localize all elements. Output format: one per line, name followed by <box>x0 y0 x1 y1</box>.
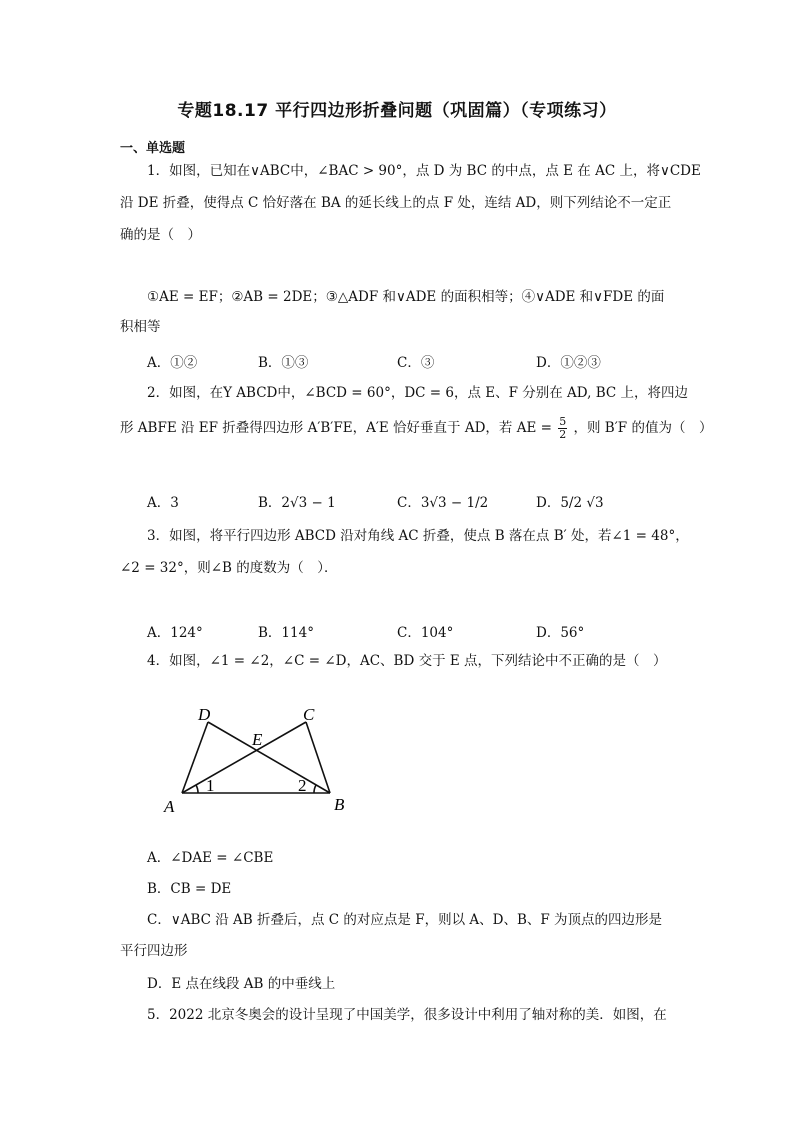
label-b: B <box>334 795 345 814</box>
q1-option-a[interactable]: A．①② <box>147 355 198 371</box>
q4-option-d[interactable]: D．E 点在线段 AB 的中垂线上 <box>147 976 336 992</box>
q1-statements-2: 积相等 <box>120 319 161 335</box>
q4-option-a[interactable]: A．∠DAE = ∠CBE <box>147 850 274 866</box>
q1-option-c[interactable]: C．③ <box>397 355 435 371</box>
q1-statements-1: ①AE = EF；②AB = 2DE；③△ADF 和∨ADE 的面积相等；④∨ADE 和∨FDE 的面 <box>147 289 665 305</box>
q2-line-2b: ，则 B′F 的值为（ ） <box>573 420 713 436</box>
q2-option-c[interactable]: C．3√3 − 1/2 <box>397 495 489 511</box>
q4-figure <box>160 700 360 824</box>
section-heading: 一、单选题 <box>120 141 186 156</box>
q2-option-b[interactable]: B．2√3 − 1 <box>258 495 336 511</box>
q4-option-c-line-2: 平行四边形 <box>120 943 188 959</box>
segment-ac <box>182 722 306 793</box>
q4-option-c-line-1[interactable]: C．∨ABC 沿 AB 折叠后，点 C 的对应点是 F，则以 A、D、B、F 为顶点的四边形是 <box>147 912 663 928</box>
q1-option-d[interactable]: D．①②③ <box>536 355 601 371</box>
q4-figure-svg <box>160 700 360 820</box>
label-c: C <box>303 705 315 724</box>
label-angle-1: 1 <box>206 776 215 795</box>
q2-fraction-denominator: 2 <box>559 428 567 441</box>
q4-line-1: 4．如图，∠1 = ∠2，∠C = ∠D，AC、BD 交于 E 点，下列结论中不正确的是（ ） <box>147 653 667 669</box>
q3-line-1: 3．如图，将平行四边形 ABCD 沿对角线 AC 折叠，使点 B 落在点 B′ 处，若∠1 = 48°， <box>147 528 689 544</box>
q3-option-b[interactable]: B．114° <box>258 625 314 641</box>
q5-line-1: 5．2022 北京冬奥会的设计呈现了中国美学，很多设计中利用了轴对称的美．如图，在 <box>147 1007 667 1023</box>
q3-option-d[interactable]: D．56° <box>536 625 585 641</box>
q3-line-2: ∠2 = 32°，则∠B 的度数为（ ）． <box>120 560 338 576</box>
label-e: E <box>252 730 263 749</box>
angle-2-arc <box>314 785 316 793</box>
q4-option-b[interactable]: B．CB = DE <box>147 881 232 897</box>
segment-bc <box>306 722 330 793</box>
q3-option-a[interactable]: A．124° <box>147 625 203 641</box>
label-d: D <box>198 705 211 724</box>
q2-option-a[interactable]: A．3 <box>147 495 179 511</box>
angle-1-arc <box>196 785 198 793</box>
q1-line-1: 1．如图，已知在∨ABC中，∠BAC > 90°，点 D 为 BC 的中点，点 E 在 AC 上，将∨CDE <box>147 163 701 179</box>
label-a: A <box>164 797 175 816</box>
q1-option-b[interactable]: B．①③ <box>258 355 309 371</box>
label-angle-2: 2 <box>298 776 307 795</box>
q1-line-3: 确的是（ ） <box>120 227 201 243</box>
segment-bd <box>208 722 330 793</box>
q2-line-1: 2．如图，在Y ABCD中，∠BCD = 60°，DC = 6，点 E、F 分别在 AD, BC 上，将四边 <box>147 385 689 401</box>
q2-line-2a: 形 ABFE 沿 EF 折叠得四边形 A′B′FE，A′E 恰好垂直于 AD，若 AE = <box>120 420 552 436</box>
segment-ad <box>182 722 208 793</box>
q2-fraction-numerator: 5 <box>559 415 567 428</box>
q3-option-c[interactable]: C．104° <box>397 625 454 641</box>
page-title: 专题18.17 平行四边形折叠问题（巩固篇）（专项练习） <box>177 101 617 121</box>
q2-option-d[interactable]: D．5/2 √3 <box>536 495 604 511</box>
q2-fraction <box>558 416 567 441</box>
q2-line-2 <box>120 416 712 441</box>
q1-line-2: 沿 DE 折叠，使得点 C 恰好落在 BA 的延长线上的点 F 处，连结 AD，则下列结论不一定正 <box>120 195 672 211</box>
